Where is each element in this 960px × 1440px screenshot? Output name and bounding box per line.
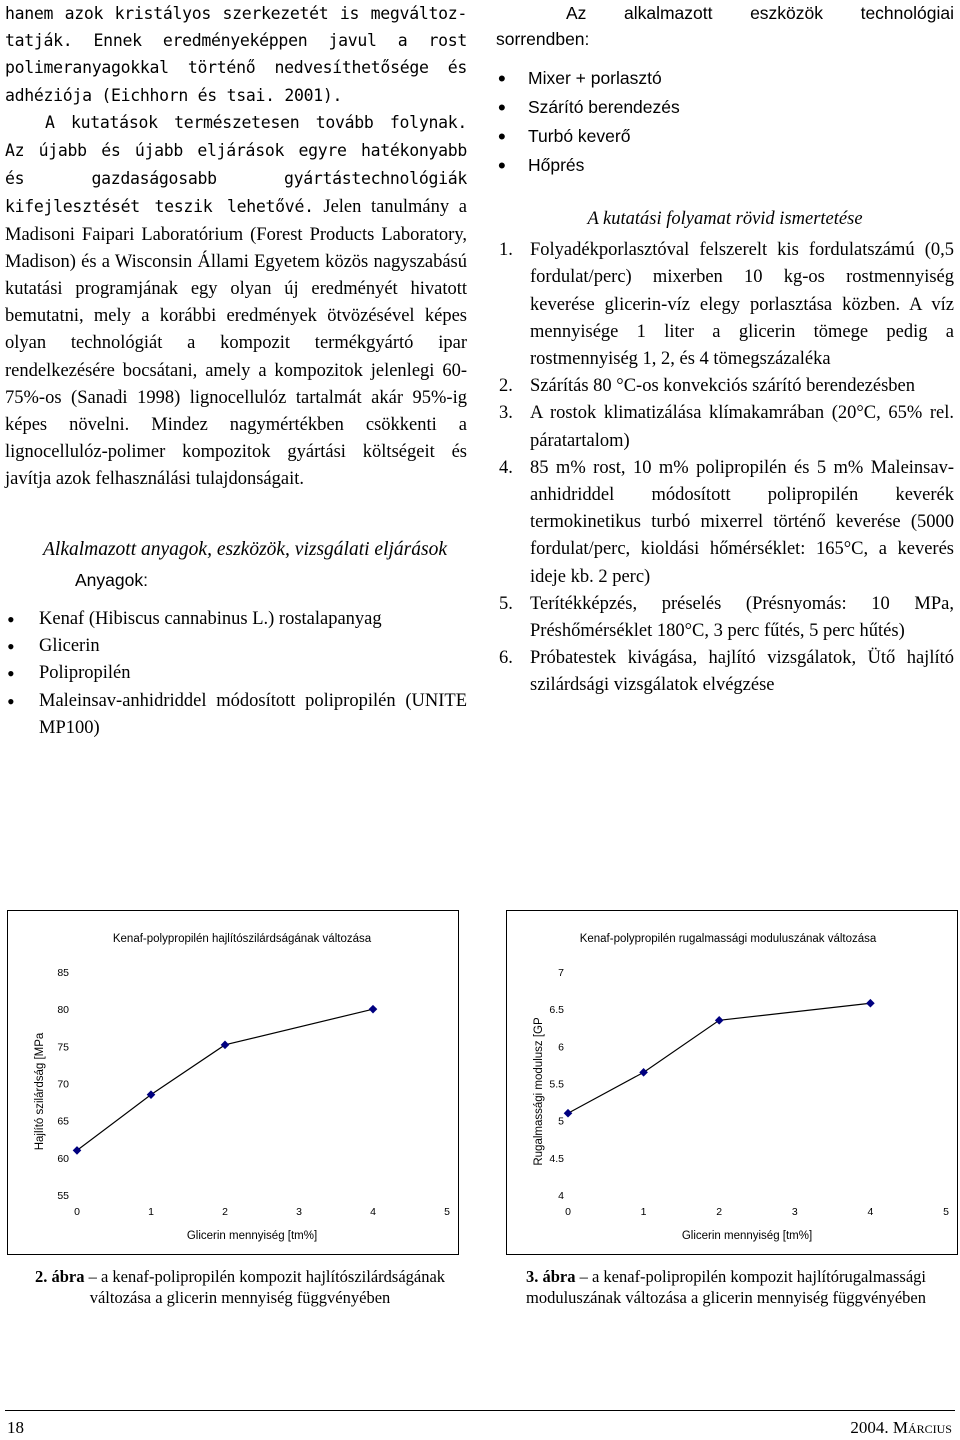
figure-caption-3 [506, 1266, 946, 1308]
y-tick-label: 7 [558, 967, 564, 979]
chart-flexural-strength-svg [7, 910, 459, 1255]
list-item [496, 455, 954, 591]
step-number: 6. [499, 648, 513, 669]
list-item: • Maleinsav-anhidriddel módosított polipropilén (UNITE MP100) [5, 688, 467, 742]
x-tick-label: 2 [716, 1206, 723, 1218]
chart-frame [507, 911, 958, 1255]
x-tick-label: 0 [74, 1206, 80, 1218]
x-axis-label: Glicerin mennyiség [tm%] [186, 1230, 318, 1242]
chart-title: Kenaf-polypropilén rugalmassági moduluszának változása [579, 933, 877, 945]
step-number: 4. [499, 457, 513, 478]
x-tick-label: 3 [296, 1206, 302, 1218]
section-heading: Alkalmazott anyagok, eszközök, vizsgálati eljárások [42, 538, 448, 560]
intro-line: adhéziója (Eichhorn és tsai. 2001). [5, 85, 343, 105]
process-heading: A kutatási folyamat rövid ismertetése [587, 209, 863, 229]
y-tick-label: 65 [57, 1115, 69, 1128]
step-text: 85 m% rost, 10 m% polipropilén és 5 m% Maleinsav-anhidriddel módosított polipropilén keverék termokinetikus turbó mixerrel történő keverése (5000 fordulat/perc, kioldási hőmérséklet: 165°C, a keverés ideje kb. 2 perc) [530, 457, 954, 587]
y-tick-label: 4.5 [549, 1152, 564, 1165]
chart-elastic-modulus-svg [506, 910, 958, 1255]
y-tick-label: 55 [57, 1190, 69, 1202]
list-item: • Turbó keverő [496, 122, 954, 151]
intro-paragraph [5, 0, 467, 109]
issue-date [850, 1418, 952, 1438]
list-item [496, 373, 954, 400]
x-tick-label: 3 [791, 1206, 798, 1218]
step-text: Szárítás 80 °C-os konvekciós szárító berendezésben [530, 376, 915, 397]
chart-flexural-strength [7, 910, 459, 1260]
step-text: Próbatestek kivágása, hajlító vizsgálatok, Ütő hajlító szilárdsági vizsgálatok elvégzése [530, 648, 954, 696]
y-tick-label: 5.5 [549, 1078, 564, 1091]
y-tick-label: 75 [57, 1041, 69, 1054]
intro-line: tatják. Ennek eredményeképpen javul a rost [5, 31, 467, 51]
y-tick-label: 60 [57, 1152, 69, 1165]
process-steps [496, 237, 954, 699]
y-tick-label: 80 [57, 1004, 69, 1017]
chart-frame [8, 911, 459, 1255]
y-axis-label: Rugalmassági modulusz [GP [533, 1017, 545, 1166]
intro-line: hanem azok kristályos szerkezetét is megváltoz- [5, 4, 467, 23]
issue-year: 2004. [850, 1418, 889, 1437]
figure-caption-2 [20, 1266, 460, 1308]
x-tick-label: 5 [444, 1206, 450, 1218]
x-axis-label: Glicerin mennyiség [tm%] [681, 1230, 813, 1242]
body-paragraph-serif-part: Jelen tanulmány a Madisoni Faipari Laboratórium (Forest Products Laboratory, Madison) és a Wisconsin Állami Egyetem közös nagyszabású kutatási programjának egy olyan új eredményét hivatott bemutatni, mely a korábbi eredmények ötvözésével képes olyan technológiát a kompozit termékgyártó ipar rendelkezésére bocsátani, amely a kompozitok jelenlegi 60-75%-os (Sanadi 1998) lignocellulóz tartalmát akár 95%-ig képes növelni. Mindez nagymértékben csökkenti a lignocellulóz-polimer kompozitok gyártási költségeit és javítja azok felhasználási tulajdonságait. [5, 197, 467, 490]
tools-list [496, 64, 954, 180]
materials-list [5, 606, 467, 742]
list-item: • Mixer + porlasztó [496, 64, 954, 93]
body-paragraph [5, 109, 467, 494]
step-text: Folyadékporlasztóval felszerelt kis fordulatszámú (0,5 fordulat/perc) mixerben 10 kg-os rostmennyiség keverése glicerin-víz elegy porlasztása közben. A víz mennyisége 1 liter a glicerin tömege pedig a rostmennyiség 1, 2, és 4 tömegszázaléka [530, 240, 954, 370]
y-tick-label: 70 [57, 1078, 69, 1091]
list-item: • Glicerin [5, 633, 467, 660]
intro-line: polimeranyagokkal történő nedvesíthetősége és [5, 58, 467, 78]
list-item [496, 400, 954, 454]
x-tick-label: 4 [867, 1206, 874, 1218]
step-number: 1. [499, 240, 513, 261]
x-tick-label: 1 [640, 1206, 647, 1218]
x-tick-label: 2 [222, 1206, 228, 1218]
list-item: • Polipropilén [5, 660, 467, 687]
caption-text: – a kenaf-polipropilén kompozit hajlítószilárdságának változása a glicerin mennyiség függvényében [84, 1267, 446, 1307]
caption-label: 2. ábra [34, 1267, 85, 1286]
x-tick-label: 1 [148, 1206, 154, 1218]
chart-elastic-modulus [506, 910, 958, 1260]
body-paragraph-mono-part: A kutatások természetesen tovább folynak. Az újabb és újabb eljárások egyre hatékonyabb és gazdaságosabb gyártástechnológiák kifejlesztését teszik lehetővé. [5, 112, 467, 217]
page-number: 18 [7, 1418, 24, 1437]
caption-label: 3. ábra [525, 1267, 576, 1286]
materials-label: Anyagok: [75, 569, 148, 590]
y-tick-label: 6 [558, 1041, 564, 1054]
y-tick-label: 6.5 [549, 1004, 564, 1017]
y-axis-label: Hajlító szilárdság [MPa [34, 1032, 46, 1151]
x-tick-label: 4 [370, 1206, 376, 1218]
step-text: A rostok klimatizálása klímakamrában (20°C, 65% rel. páratartalom) [530, 403, 954, 451]
x-tick-label: 5 [943, 1206, 949, 1218]
tools-intro: Az alkalmazott eszközök technológiai sorrendben: [496, 3, 954, 49]
list-item [496, 591, 954, 645]
y-tick-label: 4 [558, 1190, 564, 1202]
list-item: • Kenaf (Hibiscus cannabinus L.) rostalapanyag [5, 606, 467, 633]
chart-title: Kenaf-polypropilén hajlítószilárdságának változása [112, 933, 372, 945]
footer-rule [5, 1410, 955, 1411]
step-text: Terítékképzés, préselés (Présnyomás: 10 MPa, Préshőmérséklet 180°C, 3 perc fűtés, 5 perc hűtés) [530, 593, 954, 642]
caption-text: – a kenaf-polipropilén kompozit hajlítórugalmassági moduluszának változása a glicerin mennyiség függvényében [526, 1267, 927, 1307]
step-number: 5. [499, 593, 513, 614]
right-column [496, 0, 954, 700]
left-column [5, 0, 467, 742]
list-item: • Hőprés [496, 151, 954, 180]
y-tick-label: 85 [57, 967, 69, 979]
list-item [496, 645, 954, 699]
list-item: • Szárító berendezés [496, 93, 954, 122]
issue-month: Március [892, 1418, 952, 1437]
y-tick-label: 5 [558, 1115, 564, 1128]
step-number: 3. [499, 403, 513, 424]
step-number: 2. [499, 376, 513, 397]
list-item [496, 237, 954, 373]
x-tick-label: 0 [565, 1206, 571, 1218]
